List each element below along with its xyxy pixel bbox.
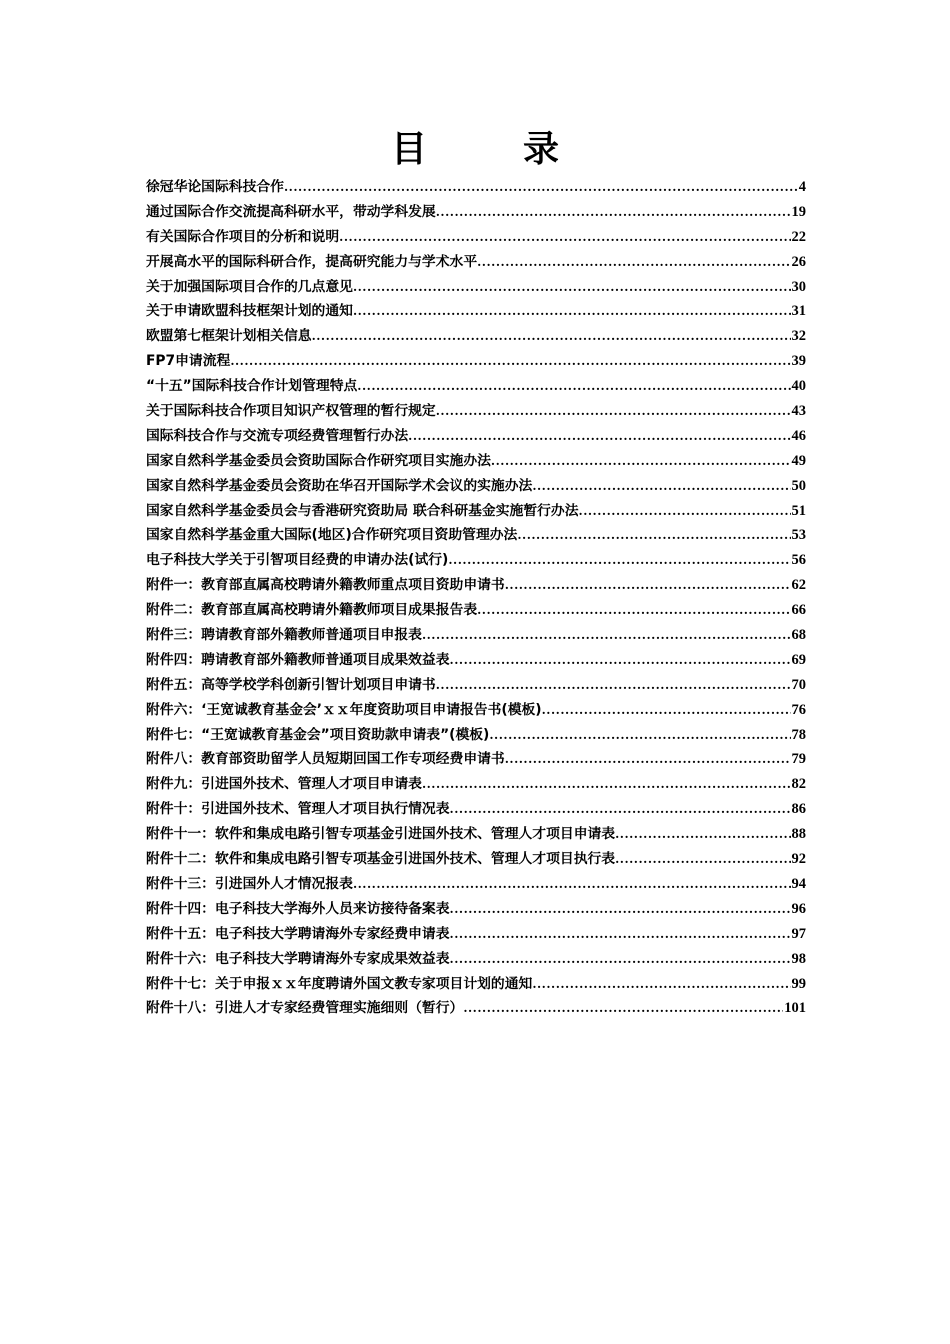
- toc-entry-title: 附件九：引进国外技术、管理人才项目申请表: [146, 776, 422, 793]
- toc-entry[interactable]: [146, 574, 806, 599]
- toc-entry-title: 附件二：教育部直属高校聘请外籍教师项目成果报告表: [146, 602, 478, 619]
- toc-entry-page-number: 68: [791, 627, 806, 644]
- dot-leader: [230, 350, 790, 372]
- toc-entry-page-number: 98: [791, 950, 806, 967]
- toc-entry-title: 国家自然科学基金委员会与香港研究资助局 联合科研基金实施暂行办法: [146, 502, 579, 519]
- toc-entry-title: 附件十五：电子科技大学聘请海外专家经费申请表: [146, 925, 450, 942]
- toc-entry-page-number: 30: [791, 278, 806, 295]
- toc-entry-page-number: 19: [791, 203, 806, 220]
- toc-entry[interactable]: [146, 674, 806, 699]
- dot-leader: [436, 201, 791, 223]
- toc-entry-title: 开展高水平的国际科研合作，提高研究能力与学术水平: [146, 253, 478, 270]
- toc-entry-page-number: 76: [791, 701, 806, 718]
- toc-entry[interactable]: [146, 425, 806, 450]
- toc-entry-page-number: 50: [791, 477, 806, 494]
- toc-entry[interactable]: [146, 524, 806, 549]
- toc-entry-title: 附件十三：引进国外人才情况报表: [146, 875, 353, 892]
- dot-leader: [517, 524, 790, 546]
- toc-entry[interactable]: [146, 549, 806, 574]
- dot-leader: [463, 997, 783, 1019]
- dot-leader: [422, 624, 791, 646]
- toc-entry-page-number: 22: [791, 228, 806, 245]
- toc-entry[interactable]: [146, 973, 806, 998]
- toc-entry-title: 附件七：“王宽诚教育基金会”项目资助款申请表”(模板): [146, 726, 490, 743]
- toc-entry-title: 通过国际合作交流提高科研水平，带动学科发展: [146, 203, 436, 220]
- toc-entry-page-number: 69: [791, 651, 806, 668]
- dot-leader: [353, 300, 791, 322]
- toc-entry[interactable]: [146, 873, 806, 898]
- toc-entry[interactable]: [146, 251, 806, 276]
- toc-entry-title: 有关国际合作项目的分析和说明: [146, 228, 340, 245]
- toc-entry-page-number: 82: [791, 776, 806, 793]
- toc-entry-page-number: 86: [791, 801, 806, 818]
- dot-leader: [353, 276, 791, 298]
- dot-leader: [542, 699, 791, 721]
- toc-entry-page-number: 26: [791, 253, 806, 270]
- toc-entry[interactable]: [146, 325, 806, 350]
- toc-entry-title: 国家自然科学基金重大国际(地区)合作研究项目资助管理办法: [146, 527, 518, 544]
- toc-entry-title: 附件六：‘王宽诚教育基金会’ｘｘ年度资助项目申请报告书(模板): [146, 701, 542, 718]
- title-char-1: 目: [390, 129, 427, 170]
- toc-entry-title: 国家自然科学基金委员会资助在华召开国际学术会议的实施办法: [146, 477, 533, 494]
- dot-leader: [477, 599, 790, 621]
- dot-leader: [408, 425, 790, 447]
- table-of-contents: [146, 176, 806, 1022]
- dot-leader: [579, 500, 791, 522]
- title-char-2: 录: [523, 129, 560, 170]
- toc-entry-page-number: 62: [791, 577, 806, 594]
- dot-leader: [312, 325, 791, 347]
- toc-entry-page-number: 97: [791, 925, 806, 942]
- toc-entry-page-number: 31: [791, 303, 806, 320]
- dot-leader: [491, 450, 791, 472]
- toc-entry-title: 国际科技合作与交流专项经费管理暂行办法: [146, 427, 409, 444]
- toc-entry[interactable]: [146, 500, 806, 525]
- dot-leader: [353, 873, 791, 895]
- toc-entry[interactable]: [146, 375, 806, 400]
- toc-entry-title: 附件三：聘请教育部外籍教师普通项目申报表: [146, 627, 422, 644]
- toc-entry[interactable]: [146, 201, 806, 226]
- toc-entry[interactable]: [146, 823, 806, 848]
- toc-entry-title: 关于国际科技合作项目知识产权管理的暂行规定: [146, 403, 436, 420]
- dot-leader: [436, 674, 791, 696]
- toc-entry[interactable]: [146, 773, 806, 798]
- toc-entry-page-number: 49: [791, 452, 806, 469]
- dot-leader: [615, 848, 790, 870]
- toc-entry-page-number: 43: [791, 403, 806, 420]
- toc-entry-page-number: 4: [798, 179, 806, 195]
- toc-entry-page-number: 66: [791, 602, 806, 619]
- toc-entry[interactable]: [146, 624, 806, 649]
- toc-entry[interactable]: [146, 748, 806, 773]
- dot-leader: [450, 798, 791, 820]
- toc-entry-title: 附件四：聘请教育部外籍教师普通项目成果效益表: [146, 651, 450, 668]
- toc-entry-title: 附件十二：软件和集成电路引智专项基金引进国外技术、管理人才项目执行表: [146, 851, 616, 868]
- dot-leader: [532, 973, 790, 995]
- toc-entry[interactable]: [146, 350, 806, 375]
- toc-entry[interactable]: [146, 848, 806, 873]
- toc-entry-title: 国家自然科学基金委员会资助国际合作研究项目实施办法: [146, 452, 491, 469]
- toc-entry-title: 附件十八：引进人才专家经费管理实施细则（暂行）: [146, 1000, 464, 1017]
- toc-entry-page-number: 53: [791, 527, 806, 544]
- dot-leader: [505, 748, 791, 770]
- dot-leader: [339, 226, 790, 248]
- toc-entry-title: 欧盟第七框架计划相关信息: [146, 328, 312, 345]
- toc-entry-title: 关于申请欧盟科技框架计划的通知: [146, 303, 353, 320]
- dot-leader: [450, 898, 791, 920]
- dot-leader: [450, 923, 791, 945]
- toc-entry-page-number: 32: [791, 328, 806, 345]
- dot-leader: [532, 475, 790, 497]
- toc-entry-title: 附件十七：关于申报ｘｘ年度聘请外国文教专家项目计划的通知: [146, 975, 533, 992]
- toc-entry[interactable]: [146, 724, 806, 749]
- toc-entry[interactable]: [146, 898, 806, 923]
- toc-entry[interactable]: [146, 699, 806, 724]
- toc-entry-page-number: 94: [791, 875, 806, 892]
- toc-entry-title: 附件一：教育部直属高校聘请外籍教师重点项目资助申请书: [146, 577, 505, 594]
- toc-entry-page-number: 40: [791, 378, 806, 395]
- toc-entry-title: 关于加强国际项目合作的几点意见: [146, 278, 353, 295]
- toc-entry-title: 附件十四：电子科技大学海外人员来访接待备案表: [146, 900, 450, 917]
- toc-entry-page-number: 46: [791, 427, 806, 444]
- toc-entry-title: 附件十：引进国外技术、管理人才项目执行情况表: [146, 801, 450, 818]
- toc-entry[interactable]: [146, 300, 806, 325]
- toc-entry-page-number: 88: [791, 826, 806, 843]
- toc-entry[interactable]: [146, 798, 806, 823]
- toc-entry-title: “十五”国际科技合作计划管理特点: [146, 378, 358, 395]
- toc-entry[interactable]: [146, 400, 806, 425]
- dot-leader: [505, 574, 791, 596]
- toc-entry[interactable]: [146, 948, 806, 973]
- toc-entry[interactable]: [146, 997, 806, 1022]
- toc-entry[interactable]: [146, 923, 806, 948]
- dot-leader: [477, 251, 790, 273]
- toc-entry-page-number: 51: [791, 502, 806, 519]
- toc-entry-title: 电子科技大学关于引智项目经费的申请办法(试行): [146, 552, 449, 569]
- toc-entry-title: FP7申请流程: [146, 353, 231, 370]
- dot-leader: [450, 948, 791, 970]
- toc-entry-page-number: 39: [791, 353, 806, 370]
- toc-entry-page-number: 79: [791, 751, 806, 768]
- toc-entry-title: 附件八：教育部资助留学人员短期回国工作专项经费申请书: [146, 751, 505, 768]
- dot-leader: [615, 823, 790, 845]
- toc-entry-page-number: 78: [791, 726, 806, 743]
- toc-entry[interactable]: [146, 649, 806, 674]
- page-title: [0, 128, 950, 172]
- toc-entry-title: 徐冠华论国际科技合作: [146, 179, 284, 195]
- dot-leader: [436, 400, 791, 422]
- dot-leader: [284, 176, 798, 198]
- toc-entry[interactable]: [146, 599, 806, 624]
- toc-entry-page-number: 56: [791, 552, 806, 569]
- toc-entry-page-number: 96: [791, 900, 806, 917]
- toc-entry-title: 附件十六：电子科技大学聘请海外专家成果效益表: [146, 950, 450, 967]
- toc-entry[interactable]: [146, 176, 806, 201]
- toc-entry-page-number: 92: [791, 851, 806, 868]
- toc-entry-title: 附件十一：软件和集成电路引智专项基金引进国外技术、管理人才项目申请表: [146, 826, 616, 843]
- toc-entry[interactable]: [146, 276, 806, 301]
- toc-entry-page-number: 70: [791, 676, 806, 693]
- dot-leader: [489, 724, 790, 746]
- dot-leader: [422, 773, 791, 795]
- toc-entry[interactable]: [146, 226, 806, 251]
- toc-entry-page-number: 101: [784, 1000, 806, 1017]
- dot-leader: [448, 549, 790, 571]
- toc-entry-page-number: 99: [791, 975, 806, 992]
- toc-entry[interactable]: [146, 475, 806, 500]
- toc-entry-title: 附件五：高等学校学科创新引智计划项目申请书: [146, 676, 436, 693]
- dot-leader: [357, 375, 790, 397]
- toc-entry[interactable]: [146, 450, 806, 475]
- dot-leader: [450, 649, 791, 671]
